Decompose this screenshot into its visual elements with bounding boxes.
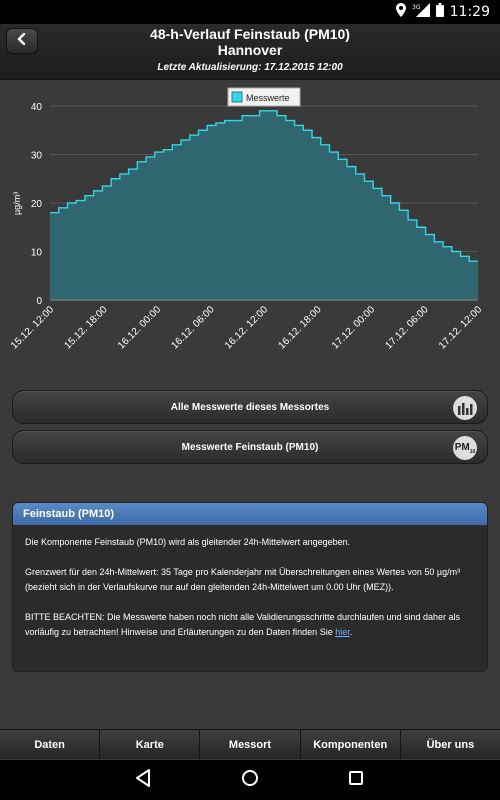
data-point	[132, 168, 133, 169]
y-tick-label: 40	[30, 102, 42, 113]
data-point	[150, 156, 151, 157]
y-tick-label: 30	[30, 150, 42, 162]
pm10-values-button[interactable]	[12, 430, 488, 464]
signal-3g-icon	[412, 3, 430, 21]
data-point	[325, 144, 326, 145]
data-point	[298, 125, 299, 126]
battery-icon	[436, 3, 444, 21]
data-point	[141, 161, 142, 162]
data-point	[220, 122, 221, 123]
pm10-icon	[453, 436, 477, 460]
data-point	[63, 207, 64, 208]
data-point	[194, 135, 195, 136]
data-point	[342, 159, 343, 160]
y-axis-label: µg/m³	[12, 191, 22, 215]
data-point	[246, 115, 247, 116]
y-tick-label: 20	[30, 199, 42, 210]
circle-home-icon	[241, 769, 259, 792]
info-body	[13, 525, 487, 650]
pm-icon-text: PM	[454, 441, 470, 453]
data-point	[97, 190, 98, 191]
y-tick-label: 10	[30, 247, 42, 259]
data-point	[106, 185, 107, 186]
triangle-back-icon	[135, 769, 151, 792]
tab-karte[interactable]: Karte	[100, 730, 200, 759]
info-paragraph-3-end: .	[349, 627, 353, 637]
status-bar	[0, 0, 500, 24]
legend-label: Messwerte	[246, 93, 290, 103]
x-tick-label: 17.12. 06:00	[383, 304, 431, 352]
data-point	[124, 173, 125, 174]
svg-text:3G: 3G	[411, 4, 421, 11]
data-point	[377, 188, 378, 189]
data-point	[159, 151, 160, 152]
x-tick-label: 15.12. 18:00	[62, 304, 110, 352]
data-point	[89, 195, 90, 196]
status-time: 11:29	[449, 4, 490, 20]
tab-bar	[0, 729, 500, 759]
header	[0, 24, 500, 80]
info-paragraph-2: Grenzwert für den 24h-Mittelwert: 35 Tage pro Kalenderjahr mit Überschreitungen eines Wertes von 50 µg/m³ (bezieht sich in der Verlaufskurve nur auf den gleitenden 24h-Mittelwert um 0.00 Uhr (MEZ)).	[25, 567, 461, 592]
data-point	[359, 173, 360, 174]
last-update-text: Letzte Aktualisierung: 17.12.2015 12:00	[157, 62, 343, 73]
x-tick-label: 15.12. 12:00	[9, 304, 57, 352]
info-paragraph-3-text: BITTE BEACHTEN: Die Messwerte haben noch nicht alle Validierungsschritte durchlaufen und sind daher als vorläufig zu betrachten! Hinweise und Erläuterungen zu den Daten finden Sie	[25, 612, 461, 637]
data-point	[386, 195, 387, 196]
location-name: Hannover	[217, 42, 283, 58]
data-point	[176, 144, 177, 145]
page-title: 48-h-Verlauf Feinstaub (PM10)	[150, 26, 350, 42]
data-point	[290, 120, 291, 121]
square-recents-icon	[348, 770, 364, 791]
tab-messort[interactable]: Messort	[200, 730, 300, 759]
data-point	[237, 120, 238, 121]
system-nav-bar	[0, 760, 500, 800]
info-panel	[12, 502, 488, 672]
nav-home-button[interactable]	[238, 768, 262, 792]
location-icon	[396, 3, 406, 21]
x-tick-label: 16.12. 00:00	[116, 304, 164, 352]
data-point	[438, 241, 439, 242]
data-point	[80, 200, 81, 201]
bar-chart-icon	[453, 396, 477, 420]
tab-daten[interactable]: Daten	[0, 730, 100, 759]
info-heading: Feinstaub (PM10)	[13, 503, 487, 525]
data-point	[412, 219, 413, 220]
data-point	[368, 181, 369, 182]
info-paragraph-3	[25, 610, 475, 640]
data-point	[54, 212, 55, 213]
data-point	[115, 178, 116, 179]
data-point	[281, 115, 282, 116]
pm10-chart	[0, 81, 500, 381]
data-point	[421, 227, 422, 228]
nav-back-button[interactable]	[131, 768, 155, 792]
tab-komponenten[interactable]: Komponenten	[301, 730, 401, 759]
pm-icon-sub: 10	[469, 448, 476, 455]
data-point	[351, 166, 352, 167]
all-values-button[interactable]	[12, 390, 488, 424]
y-tick-label: 0	[36, 296, 42, 307]
all-values-label: Alle Messwerte dieses Messortes	[170, 401, 330, 413]
data-point	[167, 149, 168, 150]
data-point	[71, 202, 72, 203]
info-link-here[interactable]: hier	[335, 627, 350, 637]
legend-swatch	[232, 92, 242, 102]
x-tick-label: 16.12. 18:00	[276, 304, 324, 352]
data-point	[333, 151, 334, 152]
info-paragraph-1: Die Komponente Feinstaub (PM10) wird als gleitender 24h-Mittelwert angegeben.	[25, 537, 351, 547]
data-point	[272, 110, 273, 111]
x-tick-label: 17.12. 00:00	[330, 304, 378, 352]
data-point	[228, 120, 229, 121]
data-point	[456, 251, 457, 252]
chart-svg	[0, 81, 500, 381]
status-icons	[396, 3, 490, 21]
nav-recents-button[interactable]	[344, 768, 368, 792]
data-point	[429, 234, 430, 235]
data-point	[202, 130, 203, 131]
data-point	[464, 256, 465, 257]
data-point	[211, 125, 212, 126]
x-tick-label: 16.12. 12:00	[223, 304, 271, 352]
data-point	[316, 137, 317, 138]
data-point	[447, 246, 448, 247]
data-point	[255, 115, 256, 116]
data-point	[394, 202, 395, 203]
data-point	[185, 139, 186, 140]
data-point	[307, 130, 308, 131]
x-tick-label: 17.12. 12:00	[437, 304, 485, 352]
data-point	[263, 110, 264, 111]
x-tick-label: 16.12. 06:00	[169, 304, 217, 352]
pm10-values-label: Messwerte Feinstaub (PM10)	[181, 441, 319, 453]
data-point	[403, 210, 404, 211]
tab-ueber-uns[interactable]: Über uns	[426, 739, 475, 751]
data-point	[473, 261, 474, 262]
